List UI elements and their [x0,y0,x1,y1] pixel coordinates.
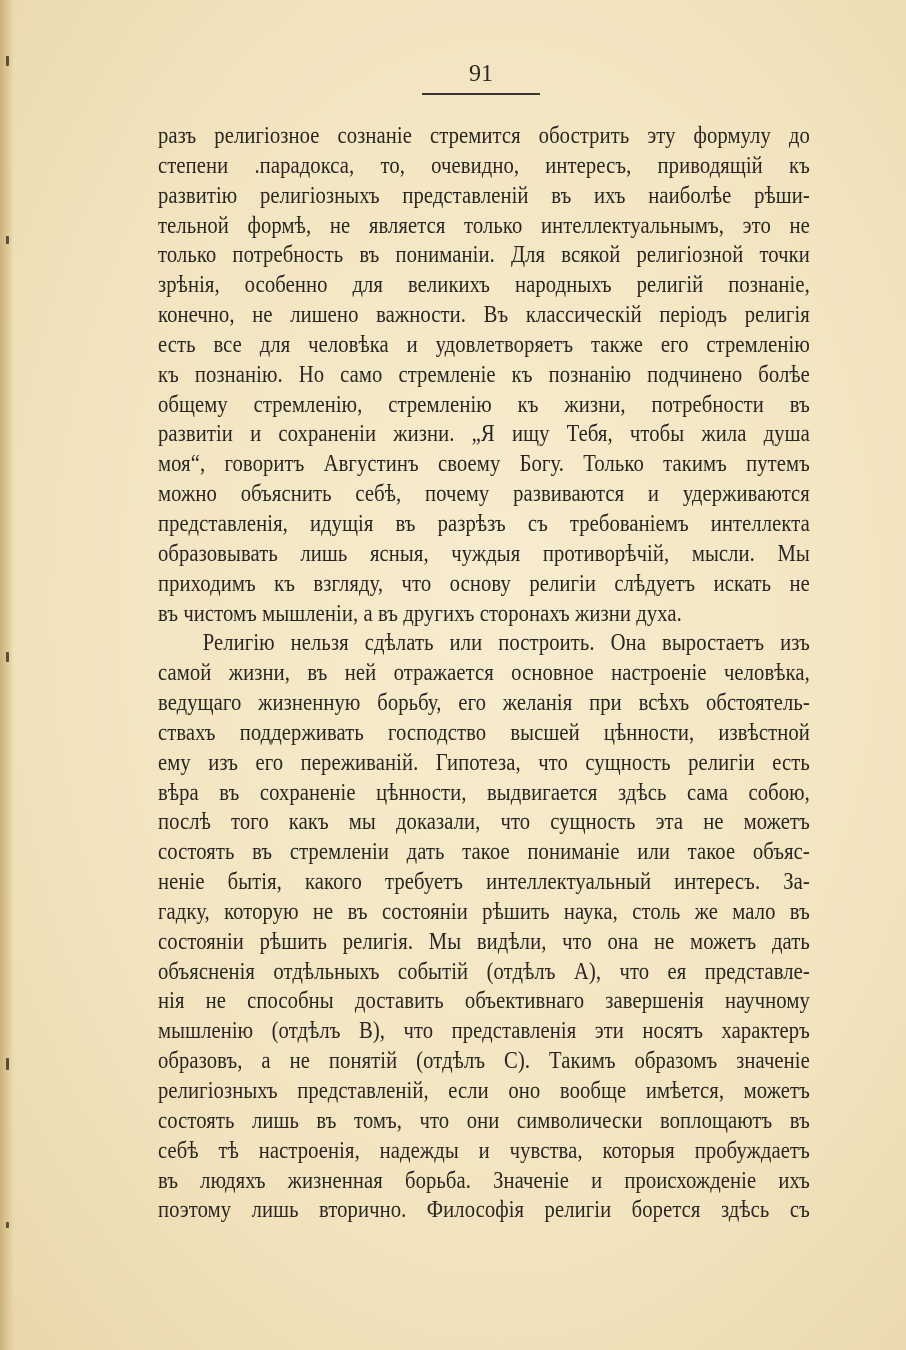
text-line: объясненія отдѣльныхъ событій (отдѣлъ А), что ея представле- [158,958,810,985]
text-line: тельной формѣ, не является только интеллектуальнымъ, это не [158,212,810,239]
text-line: развитіи и сохраненіи жизни. „Я ищу Тебя, чтобы жила душа [158,421,810,448]
margin-mark [6,652,9,662]
text-line: гадку, которую не въ состояніи рѣшить наука, столь же мало въ [158,898,810,925]
text-line: поэтому лишь вторично. Философія религіи борется здѣсь съ [158,1197,810,1224]
text-line: ему изъ его переживаній. Гипотеза, что сущность религіи есть [158,749,810,776]
text-line: послѣ того какъ мы доказали, что сущность эта не можетъ [158,809,810,836]
page-number: 91 [469,61,493,87]
text-line: ведущаго жизненную борьбу, его желанія при всѣхъ обстоятель- [158,690,810,717]
text-line: мышленію (отдѣлъ В), что представленія эти носятъ характеръ [158,1018,810,1045]
text-line: состоять въ стремленіи дать такое пониманіе или такое объяс- [158,839,810,866]
text-line: состоять лишь въ томъ, что они символически воплощаютъ въ [158,1107,810,1134]
text-line: можно объяснить себѣ, почему развиваются и удерживаются [158,481,810,508]
text-line: себѣ тѣ настроенія, надежды и чувства, которыя пробуждаетъ [158,1137,810,1164]
text-line: общему стремленію, стремленію къ жизни, потребности въ [158,391,810,418]
text-line: неніе бытія, какого требуетъ интеллектуальный интересъ. За- [158,869,810,896]
text-line: только потребность въ пониманіи. Для всякой религіозной точки [158,242,810,269]
text-line: самой жизни, въ ней отражается основное настроеніе человѣка, [158,660,810,687]
text-line: моя“, говоритъ Августинъ своему Богу. Только такимъ путемъ [158,451,810,478]
text-line: зрѣнія, особенно для великихъ народныхъ религій познаніе, [158,272,810,299]
margin-mark [6,1222,9,1228]
text-line: есть все для человѣка и удовлетворяетъ также его стремленію [158,331,810,358]
paragraph-start-line: Религію нельзя сдѣлать или построить. Она выростаетъ изъ [202,630,810,657]
text-line: образовывать лишь ясныя, чуждыя противорѣчій, мысли. Мы [158,540,810,567]
text-line: вѣра въ сохраненіе цѣнности, выдвигается здѣсь сама собою, [158,779,810,806]
text-line: представленія, идущія въ разрѣзъ съ требованіемъ интеллекта [158,510,810,537]
margin-mark [6,56,9,66]
text-line: образовъ, а не понятій (отдѣлъ С). Такимъ образомъ значеніе [158,1048,810,1075]
text-line: конечно, не лишено важности. Въ классическій періодъ религія [158,302,810,329]
paragraph-end-line: въ чистомъ мышленіи, а въ другихъ сторонахъ жизни духа. [158,600,682,627]
text-line: разъ религіозное сознаніе стремится обострить эту формулу до [158,123,810,149]
text-line: нія не способны доставить объективнаго завершенія научному [158,988,810,1015]
text-line: степени .парадокса, то, очевидно, интересъ, приводящій къ [158,152,810,179]
header-rule [422,93,540,95]
text-line: состояніи рѣшить религія. Мы видѣли, что она не можетъ дать [158,928,810,955]
text-line: приходимъ къ взгляду, что основу религіи слѣдуетъ искать не [158,570,810,597]
margin-mark [6,236,9,244]
text-line: въ людяхъ жизненная борьба. Значеніе и происхожденіе ихъ [158,1167,810,1194]
page-binding-edge [0,0,14,1350]
text-line: къ познанію. Но само стремленіе къ познанію подчинено болѣе [158,361,810,388]
body-text [158,122,810,1226]
text-line: развитію религіозныхъ представленій въ ихъ наиболѣе рѣши- [158,182,810,209]
margin-mark [6,1058,9,1070]
text-line: религіозныхъ представленій, если оно вообще имѣется, можетъ [158,1078,810,1104]
text-line: ствахъ поддерживать господство высшей цѣнности, извѣстной [158,719,810,746]
